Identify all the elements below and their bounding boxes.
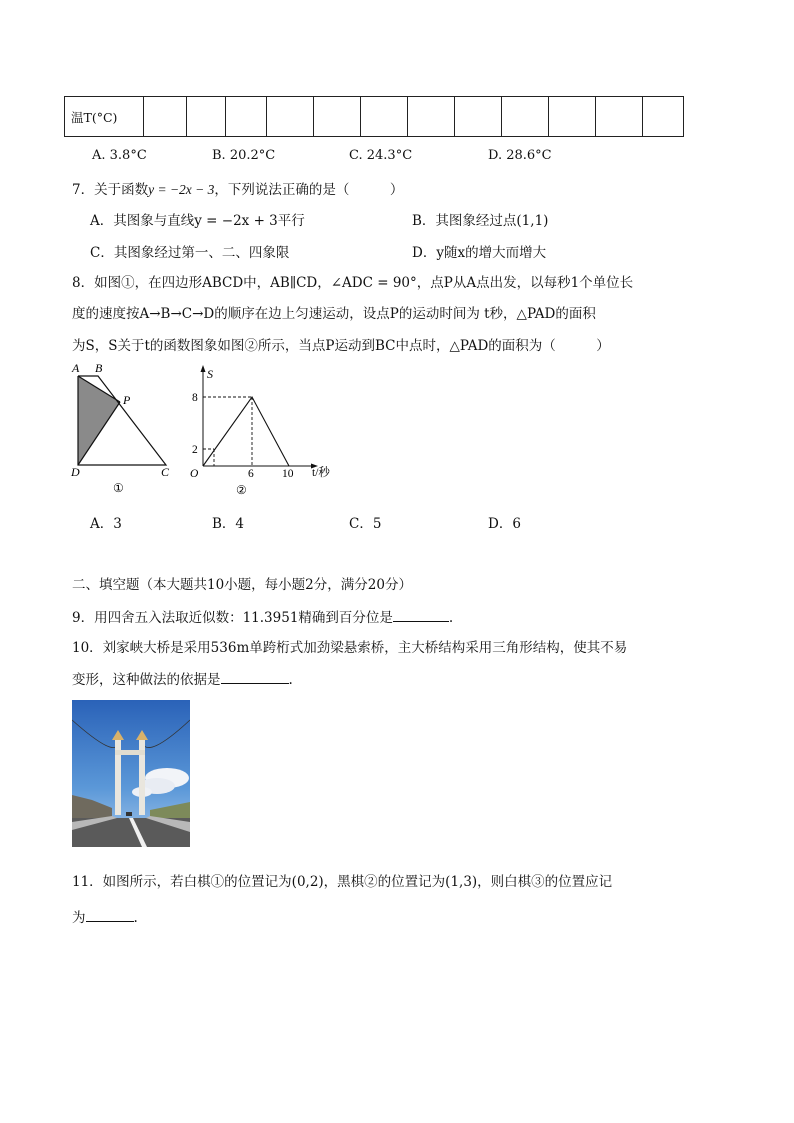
axis-label-t: t/秒 bbox=[312, 467, 330, 479]
q8-option-d: D．6 bbox=[488, 516, 521, 532]
label-a: A bbox=[72, 362, 80, 375]
q6-option-d: D. 28.6°C bbox=[488, 148, 552, 163]
q7-function: y = −2x − 3 bbox=[148, 182, 215, 197]
table-cell bbox=[226, 97, 267, 137]
q10-answer-blank bbox=[221, 669, 289, 684]
table-cell bbox=[408, 97, 455, 137]
q8-option-c: C．5 bbox=[349, 516, 382, 532]
q7-prefix: 7．关于函数 bbox=[72, 182, 149, 198]
table-cell bbox=[502, 97, 549, 137]
tick-label-10: 10 bbox=[282, 468, 294, 480]
tick-label-2: 2 bbox=[192, 444, 198, 456]
q7-option-c: C．其图象经过第一、二、四象限 bbox=[90, 245, 290, 261]
q6-option-b: B. 20.2°C bbox=[212, 148, 276, 163]
y-axis-arrow bbox=[201, 365, 206, 372]
q11-line-2-text: 为 bbox=[72, 910, 86, 926]
table-cell bbox=[144, 97, 187, 137]
q8-line-1: 8．如图①，在四边形ABCD中，AB∥CD，∠ADC = 90°，点P从A点出发，以每秒1个单位长 bbox=[72, 275, 634, 291]
table-cell bbox=[596, 97, 643, 137]
table-cell bbox=[187, 97, 226, 137]
q11-end: . bbox=[133, 910, 138, 926]
table-cell bbox=[361, 97, 408, 137]
section-2-title: 二、填空题（本大题共10小题，每小题2分，满分20分） bbox=[72, 577, 412, 593]
q9-text: 9．用四舍五入法取近似数：11.3951精确到百分位是 bbox=[72, 610, 393, 626]
bridge-illustration bbox=[72, 700, 190, 847]
label-p: P bbox=[123, 393, 131, 407]
graph-line bbox=[203, 397, 289, 466]
q7-option-d: D．y随x的增大而增大 bbox=[412, 245, 547, 261]
tick-label-6: 6 bbox=[248, 468, 254, 480]
q8-line-2: 度的速度按A→B→C→D的顺序在边上匀速运动，设点P的运动时间为 t秒，△PAD的面积 bbox=[72, 306, 596, 322]
q10-line-2 bbox=[72, 668, 293, 688]
q11-line-1: 11．如图所示，若白棋①的位置记为(0,2)，黑棋②的位置记为(1,3)，则白棋③的位置应记 bbox=[72, 874, 613, 890]
table-row bbox=[65, 97, 684, 137]
q6-option-c: C. 24.3°C bbox=[349, 148, 413, 163]
table-cell bbox=[267, 97, 314, 137]
q8-option-b: B．4 bbox=[212, 516, 245, 532]
q6-option-a: A. 3.8°C bbox=[92, 148, 147, 163]
q7-stem bbox=[72, 178, 403, 198]
q8-figure-quadrilateral bbox=[68, 362, 180, 496]
q8-line-3: 为S，S关于t的函数图象如图②所示，当点P运动到BC中点时，△PAD的面积为（ ） bbox=[72, 338, 610, 354]
q10-line-1: 10．刘家峡大桥是采用536m单跨桁式加劲梁悬索桥，主大桥结构采用三角形结构，使其不易 bbox=[72, 640, 628, 656]
q7-option-b: B．其图象经过点(1,1) bbox=[412, 213, 549, 229]
q11-line-2 bbox=[72, 906, 138, 926]
tower-beam bbox=[115, 750, 145, 755]
car bbox=[126, 812, 132, 816]
label-c: C bbox=[161, 465, 170, 479]
q9 bbox=[72, 606, 453, 626]
bridge-photo bbox=[72, 700, 190, 847]
tick-label-8: 8 bbox=[192, 392, 198, 404]
table-cell bbox=[643, 97, 684, 137]
q7-option-a: A．其图象与直线y = −2x + 3平行 bbox=[90, 213, 305, 229]
q8-option-a: A．3 bbox=[90, 516, 122, 532]
origin-label: O bbox=[190, 468, 199, 480]
table-header-cell: 温T(°C) bbox=[65, 97, 144, 137]
label-b: B bbox=[95, 362, 103, 375]
table-cell bbox=[549, 97, 596, 137]
q8-figure-graph bbox=[186, 364, 336, 498]
q9-answer-blank bbox=[393, 607, 449, 622]
figure-1-caption: ① bbox=[113, 481, 124, 495]
figure-2-caption: ② bbox=[236, 483, 247, 497]
q11-answer-blank bbox=[86, 907, 134, 922]
table-cell bbox=[314, 97, 361, 137]
table-cell bbox=[455, 97, 502, 137]
q10-end: . bbox=[288, 672, 293, 688]
label-d: D bbox=[71, 465, 80, 479]
q10-line-2-text: 变形，这种做法的依据是 bbox=[72, 672, 221, 688]
axis-label-s: S bbox=[207, 367, 213, 381]
q9-end: . bbox=[448, 610, 454, 626]
q7-suffix: ，下列说法正确的是（ ） bbox=[214, 182, 404, 198]
temperature-table bbox=[64, 96, 684, 137]
